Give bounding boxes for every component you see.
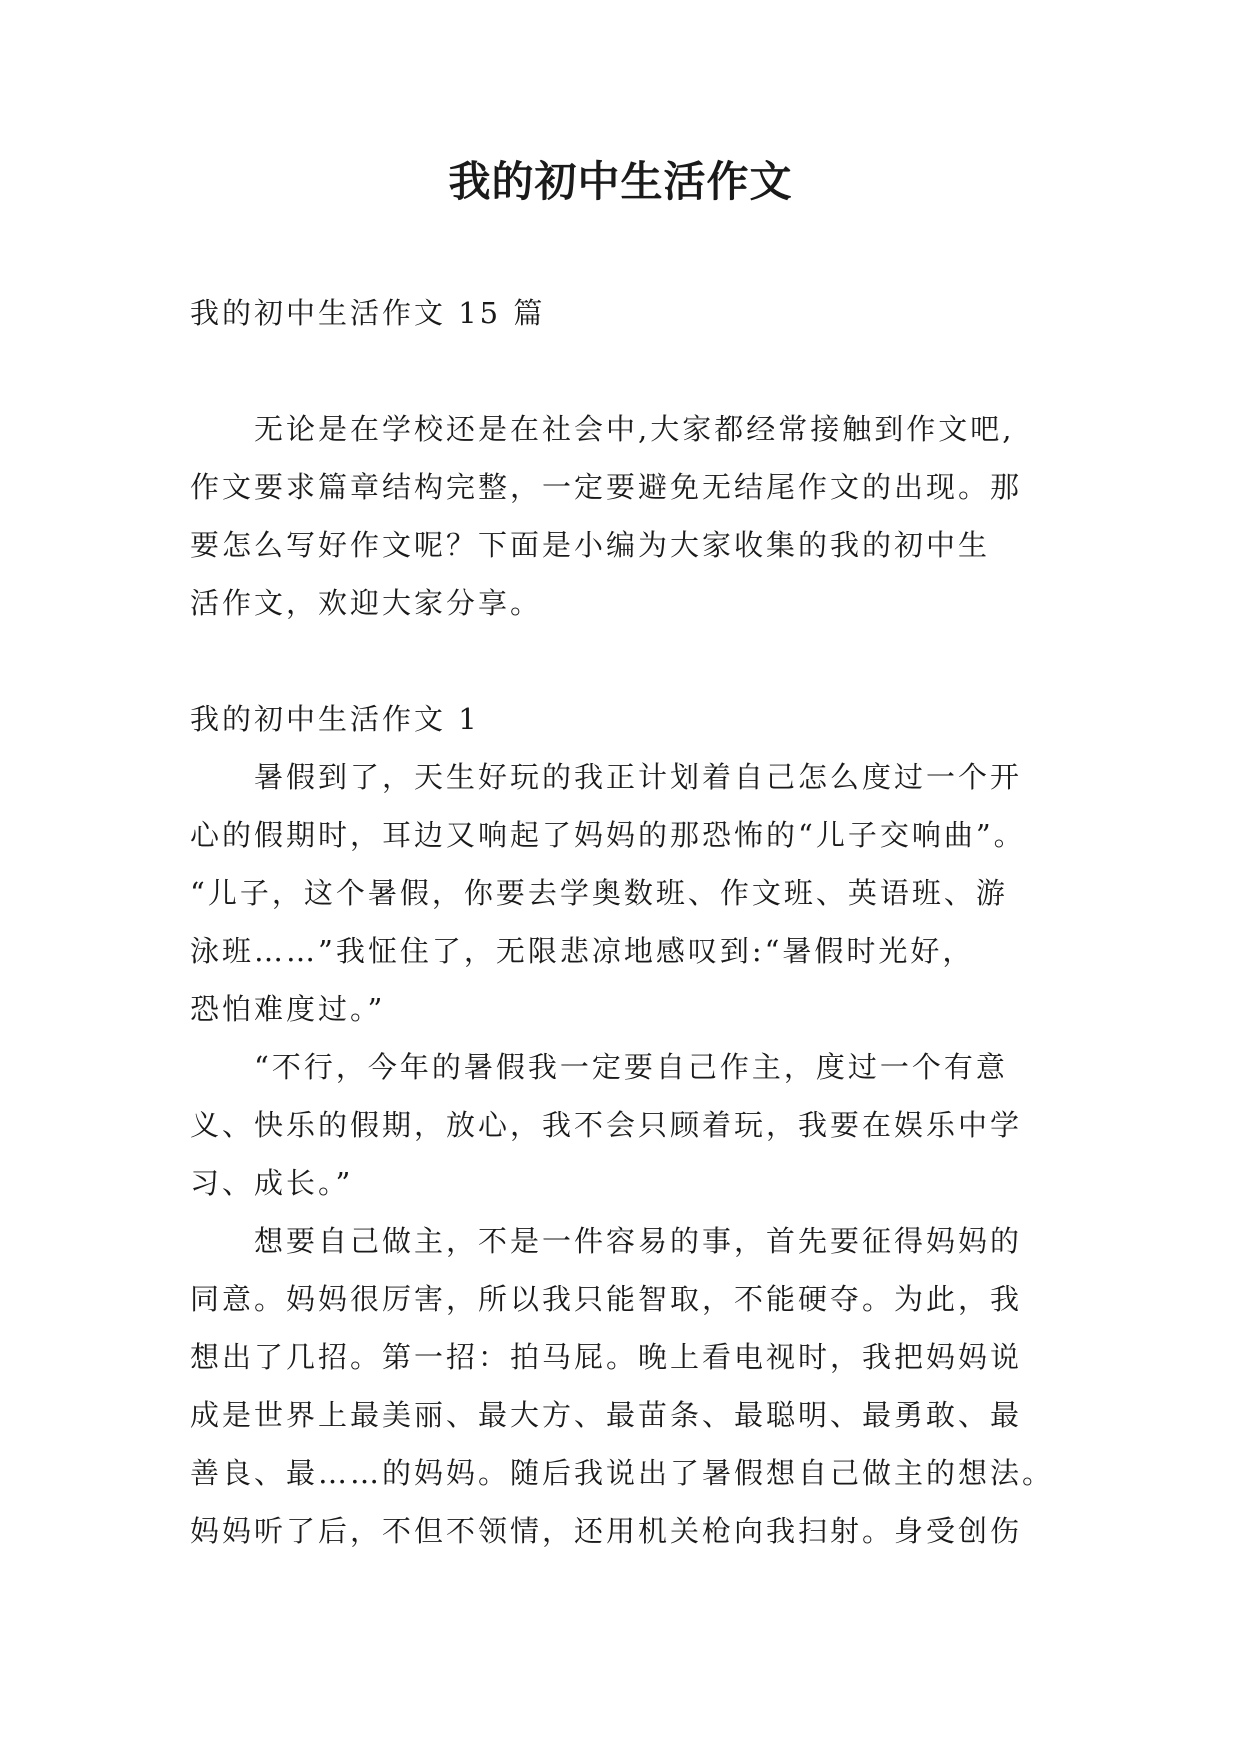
spacer bbox=[190, 342, 1070, 400]
paragraph-line: 义、快乐的假期，放心，我不会只顾着玩，我要在娱乐中学 bbox=[190, 1108, 1023, 1142]
intro-line: 作文要求篇章结构完整，一定要避免无结尾作文的出现。那 bbox=[190, 470, 1023, 504]
paragraph-line: 心的假期时，耳边又响起了妈妈的那恐怖的“儿子交响曲”。 bbox=[190, 818, 1026, 852]
document-body bbox=[190, 284, 1070, 1560]
paragraph-line: 成是世界上最美丽、最大方、最苗条、最聪明、最勇敢、最 bbox=[190, 1398, 1023, 1432]
paragraph-line: 恐怕难度过。” bbox=[190, 992, 386, 1026]
paragraph-1 bbox=[190, 748, 1070, 1038]
paragraph-2 bbox=[190, 1038, 1070, 1212]
paragraph-line: 想要自己做主，不是一件容易的事，首先要征得妈妈的 bbox=[254, 1224, 1023, 1258]
intro-paragraph bbox=[190, 400, 1070, 632]
paragraph-line: “儿子，这个暑假，你要去学奥数班、作文班、英语班、游 bbox=[190, 876, 1008, 910]
paragraph-line: “不行，今年的暑假我一定要自己作主，度过一个有意 bbox=[254, 1050, 1008, 1084]
subtitle: 我的初中生活作文 15 篇 bbox=[190, 296, 546, 330]
intro-line: 无论是在学校还是在社会中,大家都经常接触到作文吧, bbox=[254, 412, 1015, 446]
section-heading: 我的初中生活作文 1 bbox=[190, 702, 480, 736]
paragraph-line: 习、成长。” bbox=[190, 1166, 354, 1200]
intro-line: 活作文，欢迎大家分享。 bbox=[190, 586, 543, 620]
paragraph-line: 想出了几招。第一招：拍马屁。晚上看电视时，我把妈妈说 bbox=[190, 1340, 1023, 1374]
paragraph-line: 妈妈听了后，不但不领情，还用机关枪向我扫射。身受创伤 bbox=[190, 1514, 1023, 1548]
paragraph-line: 善良、最……的妈妈。随后我说出了暑假想自己做主的想法。 bbox=[190, 1456, 1055, 1490]
paragraph-line: 同意。妈妈很厉害，所以我只能智取，不能硬夺。为此，我 bbox=[190, 1282, 1023, 1316]
paragraph-line: 泳班……”我怔住了，无限悲凉地感叹到:“暑假时光好， bbox=[190, 934, 975, 968]
intro-line: 要怎么写好作文呢？下面是小编为大家收集的我的初中生 bbox=[190, 528, 991, 562]
paragraph-3 bbox=[190, 1212, 1070, 1560]
paragraph-line: 暑假到了，天生好玩的我正计划着自己怎么度过一个开 bbox=[254, 760, 1023, 794]
document-title: 我的初中生活作文 bbox=[448, 157, 793, 206]
spacer bbox=[190, 632, 1070, 690]
